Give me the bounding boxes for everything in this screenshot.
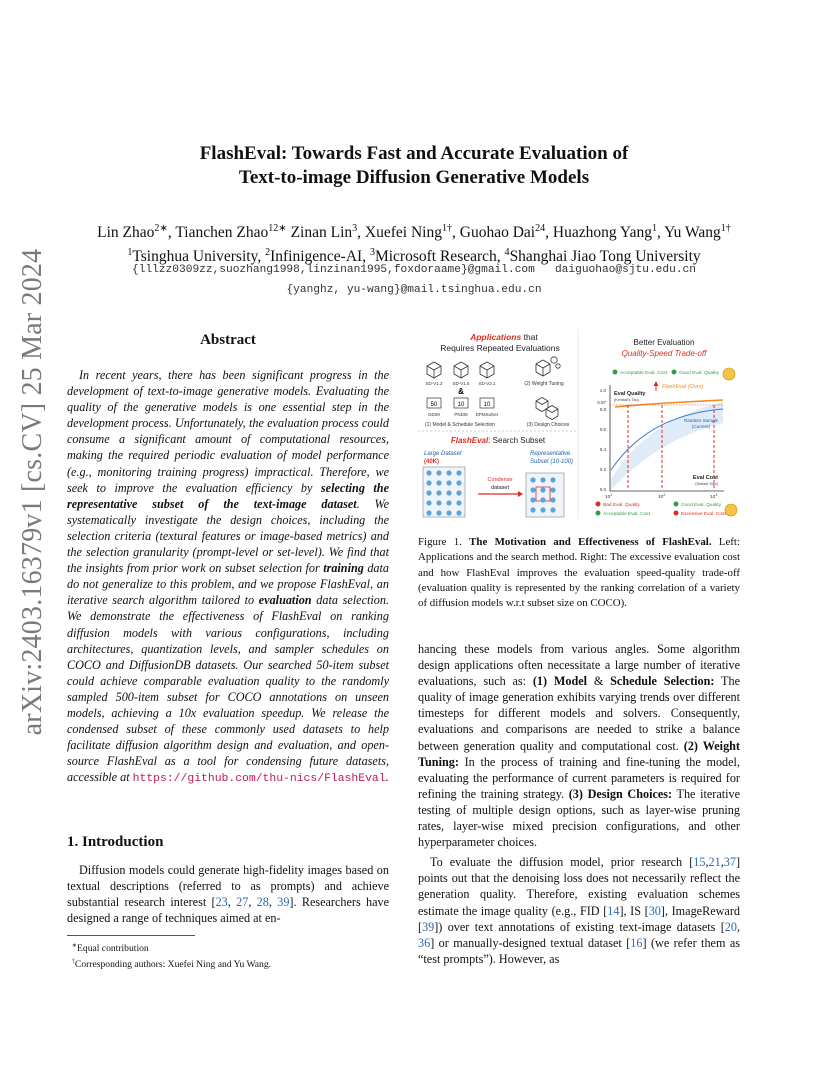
flasheval-label: FlashEval (Ours) bbox=[662, 384, 704, 390]
data-dot bbox=[426, 510, 431, 515]
arrow-head-icon bbox=[518, 491, 523, 497]
citation-link[interactable]: 39 bbox=[422, 919, 435, 934]
eval-cost-label: Eval Cost bbox=[692, 475, 718, 481]
author: Xuefei Ning$^{1\dagger}$ bbox=[364, 223, 453, 242]
eval-cost-sub: (Subset Size) bbox=[695, 482, 718, 486]
sad-face-icon bbox=[725, 504, 737, 516]
author: Zinan Lin$^3$ bbox=[290, 223, 358, 242]
happy-face-icon bbox=[723, 368, 735, 380]
citation-link[interactable]: 36 bbox=[418, 935, 431, 950]
citation-link[interactable]: 28 bbox=[256, 895, 269, 910]
author: Lin Zhao$^{2∗}$ bbox=[97, 223, 168, 242]
rep-subset-label: Representative bbox=[530, 451, 571, 457]
data-dot bbox=[426, 470, 431, 475]
large-dataset-count: (40K) bbox=[424, 459, 440, 465]
citation-link[interactable]: 21 bbox=[708, 855, 721, 870]
large-dataset-label: Large Dataset bbox=[424, 451, 462, 457]
data-dot bbox=[550, 497, 555, 502]
y-tick: 0.0 bbox=[599, 487, 606, 492]
cube-icon bbox=[427, 362, 441, 378]
intro-heading: 1. Introduction bbox=[67, 834, 164, 850]
author: Guohao Dai$^{24}$ bbox=[459, 223, 546, 242]
footnote-rule bbox=[67, 935, 195, 936]
cube-icon bbox=[480, 362, 494, 378]
step-count: 10 bbox=[483, 402, 491, 408]
y-tick-labels bbox=[597, 388, 606, 492]
cross-icon bbox=[596, 502, 601, 507]
check-icon bbox=[672, 370, 677, 375]
figure-1-graphic bbox=[418, 329, 740, 524]
eval-quality-label: Eval Quality bbox=[614, 391, 646, 397]
data-dot bbox=[530, 497, 535, 502]
arrow-head-icon bbox=[654, 381, 659, 386]
cross-icon bbox=[674, 511, 679, 516]
author: Tianchen Zhao$^{12∗}$ bbox=[175, 223, 287, 242]
model-label: SD-V2.1 bbox=[478, 381, 496, 386]
email-block bbox=[0, 260, 828, 300]
data-dot bbox=[530, 507, 535, 512]
affiliation-list: $^1$Tsinghua University, $^2$Infinigence-AI, $^3$Microsoft Research, $^4$Shanghai Jiao Tong University bbox=[127, 247, 701, 266]
y-tick: 0.8 bbox=[599, 407, 606, 412]
model-schedule-label: (1) Model & Schedule Selection bbox=[424, 422, 496, 428]
apps-title-line-1: Applications that bbox=[470, 332, 538, 342]
condense-label-2: dataset bbox=[490, 485, 510, 491]
sampler-label: DPMSolver bbox=[475, 412, 499, 417]
data-dot bbox=[446, 470, 451, 475]
data-dot bbox=[426, 500, 431, 505]
chart-title-line-1: Better Evaluation bbox=[633, 338, 695, 347]
footnote-corresponding: †Corresponding authors: Xuefei Ning and Yu Wang. bbox=[71, 958, 272, 971]
random-sample-sub: (Current) bbox=[691, 424, 711, 429]
legend-bottom-2: Good Eval. Quality bbox=[681, 503, 721, 508]
author: Huazhong Yang$^1$ bbox=[552, 223, 657, 242]
github-link[interactable]: https://github.com/thu-nics/FlashEval bbox=[132, 773, 386, 786]
data-dot bbox=[530, 477, 535, 482]
apps-title-line-2: Requires Repeated Evaluations bbox=[440, 343, 560, 353]
legend-bottom-3: Acceptable Eval. Cost bbox=[603, 512, 650, 517]
citation-link[interactable]: 23 bbox=[215, 895, 228, 910]
data-dot bbox=[426, 480, 431, 485]
citation-link[interactable]: 14 bbox=[607, 903, 620, 918]
data-dot bbox=[540, 487, 545, 492]
y-tick: 0.6 bbox=[599, 427, 606, 432]
citation-link[interactable]: 27 bbox=[236, 895, 249, 910]
model-label: SD-V1.5 bbox=[452, 381, 470, 386]
abstract-text: In recent years, there has been significant progress in the development of text-to-image generative models. Evaluating the quality of the generative models is one essential step in the development process. Unfortunately, the evaluation process could consume a significant amount of computational resources, making the required periodic evaluation of model performance (e.g., monitoring training progress) impractical. Therefore, we seek to improve the evaluation efficiency by selecting the representative subset of the text-image dataset. We systematically investigate the design choices, including the selection criteria (textural features or image-based metrics) and the selection granularity (prompt-level or set-level). We find that the insights from prior work on subset selection for training data do not generalize to this problem, and we propose FlashEval, an iterative search algorithm tailored to evaluation data selection. We demonstrate the effectiveness of FlashEval on ranking diffusion models with various configurations, including architectures, quantization levels, and sampler schedules on COCO and DiffusionDB datasets. Our searched 50-item subset could achieve comparable evaluation quality to the randomly sampled 500-item subset for COCO annotations on unseen models, achieving a 10x evaluation speedup. We release the condensed subset of these commonly used datasets to help facilitate diffusion algorithm design and evaluation, and open-source FlashEval as a tool for condensing future datasets, accessible at https://github.com/thu-nics/FlashEval. bbox=[67, 368, 389, 786]
data-dot bbox=[540, 497, 545, 502]
x-tick: $10^3$ bbox=[710, 493, 718, 500]
random-sample-label: Random Sample bbox=[683, 418, 719, 423]
rep-subset-label-2: Subset (10-100) bbox=[530, 459, 574, 465]
legend-top-1: Acceptable Eval. Cost bbox=[620, 371, 667, 376]
search-subset-title: FlashEval: Search Subset bbox=[450, 436, 546, 445]
citation-link[interactable]: 20 bbox=[724, 919, 737, 934]
weight-tuning-label: (2) Weight Tuning bbox=[524, 381, 564, 387]
email-line-1: {lllzz0309zz,suozhang1998,linzinan1995,foxdoraame}@gmail.com daiguohao@sjtu.edu.cn bbox=[132, 264, 696, 276]
citation-link[interactable]: 39 bbox=[277, 895, 290, 910]
legend-bottom-4: Excessive Eval. Cost bbox=[681, 512, 726, 517]
y-tick: 0.97 bbox=[597, 400, 606, 405]
title-line-1: FlashEval: Towards Fast and Accurate Evaluation of bbox=[199, 143, 629, 164]
author: Yu Wang$^{1\dagger}$ bbox=[664, 223, 731, 242]
data-dot bbox=[456, 500, 461, 505]
data-dot bbox=[436, 500, 441, 505]
author-list: Lin Zhao$^{2∗}$, Tianchen Zhao$^{12∗}$ Zinan Lin$^3$, Xuefei Ning$^{1\dagger}$, Guohao Dai$^{24}$, Huazhong Yang$^1$, Yu Wang$^{1\dagger}$ bbox=[97, 223, 731, 242]
citation-link[interactable]: 15 bbox=[693, 855, 706, 870]
data-dot bbox=[550, 487, 555, 492]
check-icon bbox=[596, 511, 601, 516]
ampersand: & bbox=[458, 387, 464, 396]
data-dot bbox=[436, 490, 441, 495]
footnote-equal: ∗Equal contribution bbox=[71, 942, 149, 955]
paper-title bbox=[0, 142, 828, 190]
sampler-label: PNDM bbox=[454, 412, 468, 417]
figure-1 bbox=[418, 329, 740, 524]
intro-text: Diffusion models could generate high-fidelity images based on textual descriptions (referred to as prompts) and achieve substantial research interest [23, 27, 28, 39]. Researchers have designed a range of techniques aimed at en- bbox=[67, 863, 390, 926]
data-dot bbox=[446, 490, 451, 495]
data-dot bbox=[436, 480, 441, 485]
data-dot bbox=[540, 477, 545, 482]
data-dot bbox=[456, 470, 461, 475]
eval-quality-sub: (Kendall's Tau) bbox=[614, 398, 639, 402]
paragraph: hancing these models from various angles. Some algorithm design applications often necessitate a large number of iterative evaluations, such as: (1) Model & Schedule Selection: The quality of image generation exhibits varying trends over different timesteps for different models and solvers. Consequently, evaluations and comparisons are needed to strike a balance between generation quality and computational cost. (2) Weight Tuning: In the process of training and fine-tuning the model, evaluating the performance of current parameters is required for refining the training strategy. (3) Design Choices: The iterative testing of multiple design options, such as layer-wise pruning rates, layer-wise mixed precision configurations, and other hyperparameter choices. bbox=[418, 642, 741, 850]
legend-top-2: Good Eval. Quality bbox=[679, 371, 719, 376]
right-column-text bbox=[418, 641, 740, 967]
citation-link[interactable]: 37 bbox=[723, 855, 736, 870]
y-tick: 0.4 bbox=[599, 447, 606, 452]
figure-caption: Figure 1. The Motivation and Effectiveness of FlashEval. Left: Applications and the search method. Right: The excessive evaluation cost and how FlashEval improves the evaluation speed-quality trade-off (evaluation quality is represented by the ranking correlation of a variety of diffusion models w.r.t subset size on COCO). bbox=[418, 536, 740, 610]
sampler-label: DDIM bbox=[428, 412, 440, 417]
data-dot bbox=[436, 510, 441, 515]
data-dot bbox=[446, 500, 451, 505]
design-cubes-icon bbox=[536, 398, 558, 420]
model-label: SD-V1.2 bbox=[425, 381, 443, 386]
data-dot bbox=[446, 510, 451, 515]
model-cube-icons bbox=[427, 362, 494, 378]
data-dot bbox=[426, 490, 431, 495]
data-dot bbox=[550, 507, 555, 512]
data-dot bbox=[456, 510, 461, 515]
abstract-heading: Abstract bbox=[200, 332, 256, 348]
x-tick: $10^1$ bbox=[605, 493, 613, 500]
arxiv-side-stamp: arXiv:2403.16379v1 [cs.CV] 25 Mar 2024 bbox=[17, 248, 48, 736]
y-tick: 1.0 bbox=[599, 388, 606, 393]
x-tick: $10^2$ bbox=[658, 493, 666, 500]
citation-link[interactable]: 30 bbox=[648, 903, 661, 918]
cube-icon bbox=[454, 362, 468, 378]
data-dot bbox=[456, 480, 461, 485]
y-tick: 0.2 bbox=[599, 467, 606, 472]
data-dot bbox=[436, 470, 441, 475]
condense-label: Condense bbox=[487, 477, 513, 483]
legend-bottom-1: Bad Eval. Quality bbox=[603, 503, 640, 508]
gear-cube-icon bbox=[536, 357, 560, 376]
check-icon bbox=[674, 502, 679, 507]
data-dot bbox=[540, 507, 545, 512]
x-tick-labels bbox=[605, 493, 717, 500]
data-dot bbox=[550, 477, 555, 482]
citation-link[interactable]: 16 bbox=[630, 935, 643, 950]
title-line-2: Text-to-image Diffusion Generative Models bbox=[238, 167, 590, 188]
data-dot bbox=[530, 487, 535, 492]
data-dot bbox=[446, 480, 451, 485]
chart-title-line-2: Quality-Speed Trade-off bbox=[621, 349, 707, 358]
footnotes bbox=[67, 939, 389, 971]
paragraph: To evaluate the diffusion model, prior research [15,21,37] points out that the denoising loss does not necessarily reflect the generation quality. Therefore, existing evaluation schemes estimate the image quality (e.g., FID [14], IS [30], ImageReward [39]) over text annotations of existing text-image datasets [20, 36] or manually-designed textual dataset [16] (we refer them as “test prompts”). However, as bbox=[418, 855, 741, 966]
check-icon bbox=[613, 370, 618, 375]
data-dot bbox=[456, 490, 461, 495]
step-count: 10 bbox=[457, 402, 465, 408]
design-choices-label: (3) Design Choices bbox=[526, 422, 570, 428]
email-line-2: {yanghz, yu-wang}@mail.tsinghua.edu.cn bbox=[286, 284, 542, 296]
step-count: 50 bbox=[430, 402, 438, 408]
